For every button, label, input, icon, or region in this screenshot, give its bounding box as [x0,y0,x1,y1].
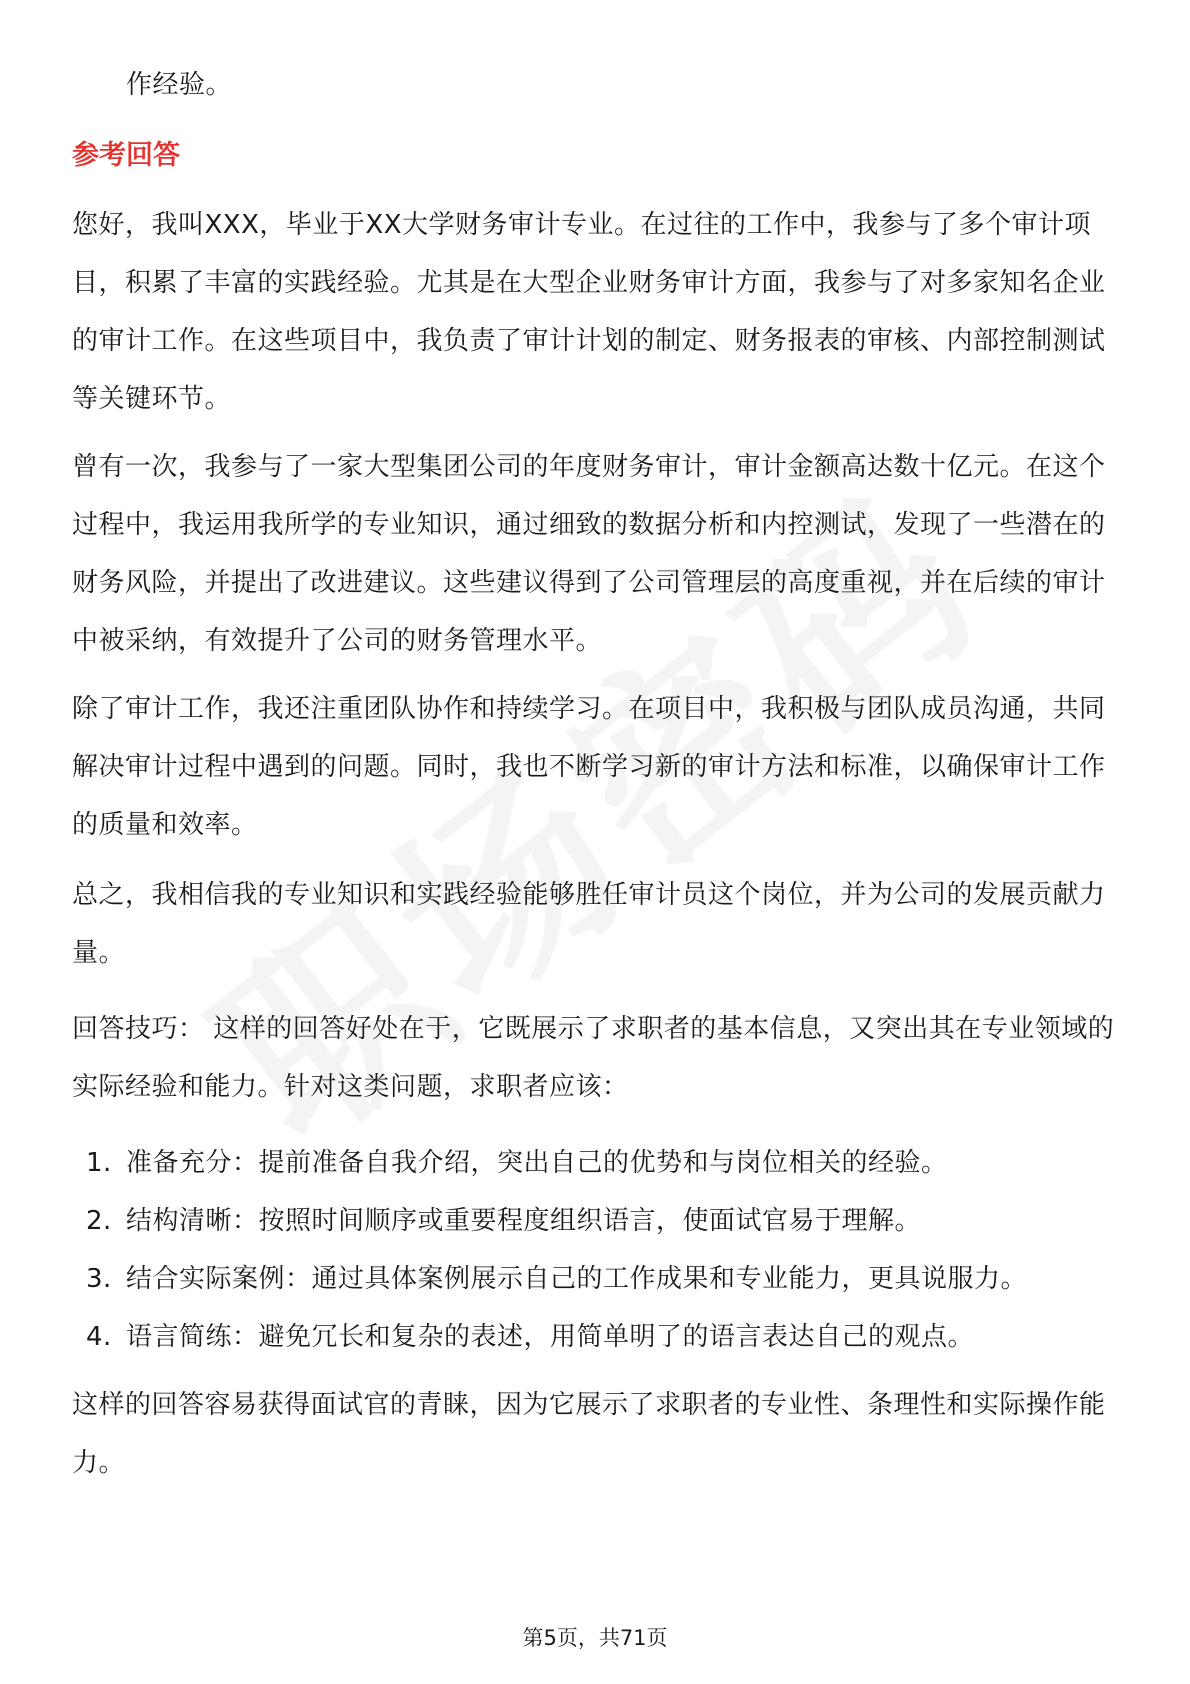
list-item [72,1192,1122,1250]
list-item-number: 1. [86,1148,112,1178]
list-item [72,1308,1122,1366]
section-heading: 参考回答 [72,140,180,171]
list-item-text: 准备充分：提前准备自我介绍，突出自己的优势和与岗位相关的经验。 [126,1148,948,1178]
list-item [72,1250,1122,1308]
answer-paragraph-3: 除了审计工作，我还注重团队协作和持续学习。在项目中，我积极与团队成员沟通，共同解决审计过程中遇到的问题。同时，我也不断学习新的审计方法和标准，以确保审计工作的质量和效率。 [72,694,1106,840]
list-item-number: 4. [86,1322,112,1352]
list-item-text: 语言简练：避免冗长和复杂的表述，用简单明了的语言表达自己的观点。 [126,1322,975,1352]
list-item [72,1134,1122,1192]
document-page [72,0,1122,1684]
list-item-text: 结合实际案例：通过具体案例展示自己的工作成果和专业能力，更具说服力。 [126,1264,1028,1294]
list-item-text: 结构清晰：按照时间顺序或重要程度组织语言，使面试官易于理解。 [126,1206,922,1236]
tips-intro-paragraph: 回答技巧： 这样的回答好处在于，它既展示了求职者的基本信息，又突出其在专业领域的实际经验和能力。针对这类问题，求职者应该： [72,1014,1115,1102]
list-item-number: 3. [86,1264,112,1294]
tips-list [72,1134,1122,1366]
continuation-text: 作经验。 [126,70,233,100]
answer-paragraph-1: 您好，我叫XXX，毕业于XX大学财务审计专业。在过往的工作中，我参与了多个审计项目，积累了丰富的实践经验。尤其是在大型企业财务审计方面，我参与了对多家知名企业的审计工作。在这些项目中，我负责了审计计划的制定、财务报表的审核、内部控制测试等关键环节。 [72,210,1106,414]
conclusion-paragraph: 这样的回答容易获得面试官的青睐，因为它展示了求职者的专业性、条理性和实际操作能力。 [72,1390,1106,1478]
answer-paragraph-2: 曾有一次，我参与了一家大型集团公司的年度财务审计，审计金额高达数十亿元。在这个过程中，我运用我所学的专业知识，通过细致的数据分析和内控测试，发现了一些潜在的财务风险，并提出了改进建议。这些建议得到了公司管理层的高度重视，并在后续的审计中被采纳，有效提升了公司的财务管理水平。 [72,452,1106,656]
answer-paragraph-4: 总之，我相信我的专业知识和实践经验能够胜任审计员这个岗位，并为公司的发展贡献力量。 [72,880,1106,968]
list-item-number: 2. [86,1206,112,1236]
page-footer: 第5页，共71页 [522,1626,668,1650]
